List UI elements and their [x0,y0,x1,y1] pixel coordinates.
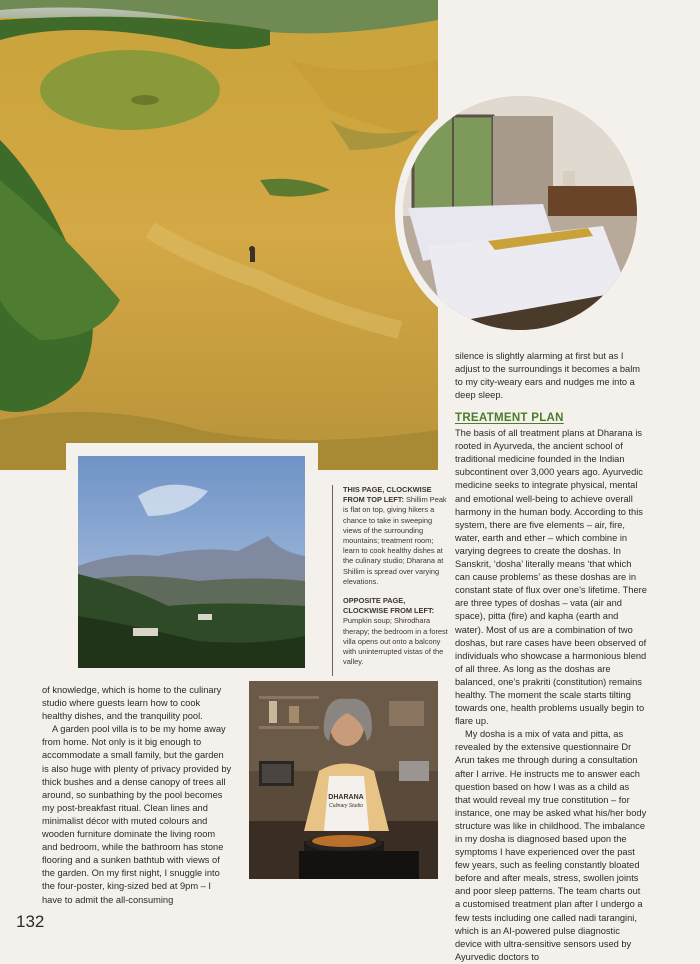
right-column-top [455,350,647,402]
caption-opposite-page [343,596,451,667]
apron-text-line-2: Culinary Studio [329,803,363,809]
treatment-plan-paragraph-1: The basis of all treatment plans at Dharana is rooted in Ayurveda, the ancient school of traditional medicine founded in the Indian subcontinent over 3,000 years ago. Ayurvedic medicine seeks to integrate physical, mental and emotional well-being to achieve overall harmony in the human body. According to this system, there are five elements – air, fire, water, earth and ether – which combine in varying degrees to create the doshas. In Sanskrit, ‘dosha’ literally means ‘that which can cause problems’ as these doshas are in constant state of flux over one’s lifetime. There are three types of doshas – vata (air and space), pitta (fire) and kapha (earth and water). Most of us are a combination of two doshas, but rare cases have been observed of individuals who showcase a harmonious blend of all three. As long as the doshas are balanced, one’s prakriti (constitution) remains healthy. The moment the scale starts tilting towards one, health problems usually begin to flare up. [455,428,647,727]
treatment-plan-paragraph-2: My dosha is a mix of vata and pitta, as revealed by the extensive questionnaire Dr Arun takes me through during a consultation after I arrive. He instructs me to answer each question based on how I was as a child as that would reveal my true constitution – for instance, one may be asked what his/her body structure was like in childhood. The imbalance in my dosha is diagnosed based upon the symptoms I have experienced over the past few years, such as feeling constantly bloated before and after meals, stress, swollen joints and poor sleep patterns. The team charts out a customised treatment plan after I undergo a few tests including one called nadi tarangini, which is an AI-powered pulse diagnostic device with ultra-sensitive sensors used by Ayurvedic doctors to [455,729,647,962]
left-column-paragraph-1: of knowledge, which is home to the culinary studio where guests learn how to cook healthy dishes, and the tranquility pool. [42,685,222,722]
page-number: 132 [16,912,45,931]
treatment-plan-section [455,412,647,964]
left-column-paragraph-2: A garden pool villa is to be my home away from home. Not only is it big enough to accommodate a small family, but the garden is also huge with plenty of privacy provided by thick bushes and a dense canopy of trees all around, so sunbathing by the pool becomes my post-breakfast ritual. Clean lines and minimalist décor with muted colours and wooden furniture dominate the living room and bedroom, while the bathroom has stone flooring and a sunken bathtub with views of the garden. On my first night, I snuggle into the four-poster, king-sized bed at 9pm – I have to admit the all-consuming [42,724,232,905]
left-column [42,684,232,907]
caption-this-page [343,485,451,587]
photo-caption [332,485,451,676]
caption-opposite-page-text: Pumpkin soup; Shirodhara therapy; the bedroom in a forest villa opens out onto a balcony with uninterrupted vistas of the valley. [343,616,448,667]
caption-this-page-text: Shillim Peak is flat on top, giving hikers a chance to take in sweeping views of the surrounding mountains; treatment room; learn to cook healthy dishes at the culinary studio; Dharana at Shillim is spread over varying elevations. [343,495,447,586]
caption-opposite-page-heading: OPPOSITE PAGE, CLOCKWISE FROM LEFT: [343,596,435,616]
treatment-plan-heading: TREATMENT PLAN [455,412,564,424]
culinary-studio-photo [249,681,438,879]
hill-photo [0,0,438,470]
caption-this-page-heading: THIS PAGE, CLOCKWISE FROM TOP LEFT: [343,485,432,505]
apron-text-line-1: DHARANA [328,794,364,801]
treatment-room-photo [395,88,645,338]
right-column-top-paragraph: silence is slightly alarming at first but as I adjust to the surroundings it becomes a balm to my city-weary ears and nudges me into a deep sleep. [455,351,641,401]
valley-photo [78,456,305,668]
